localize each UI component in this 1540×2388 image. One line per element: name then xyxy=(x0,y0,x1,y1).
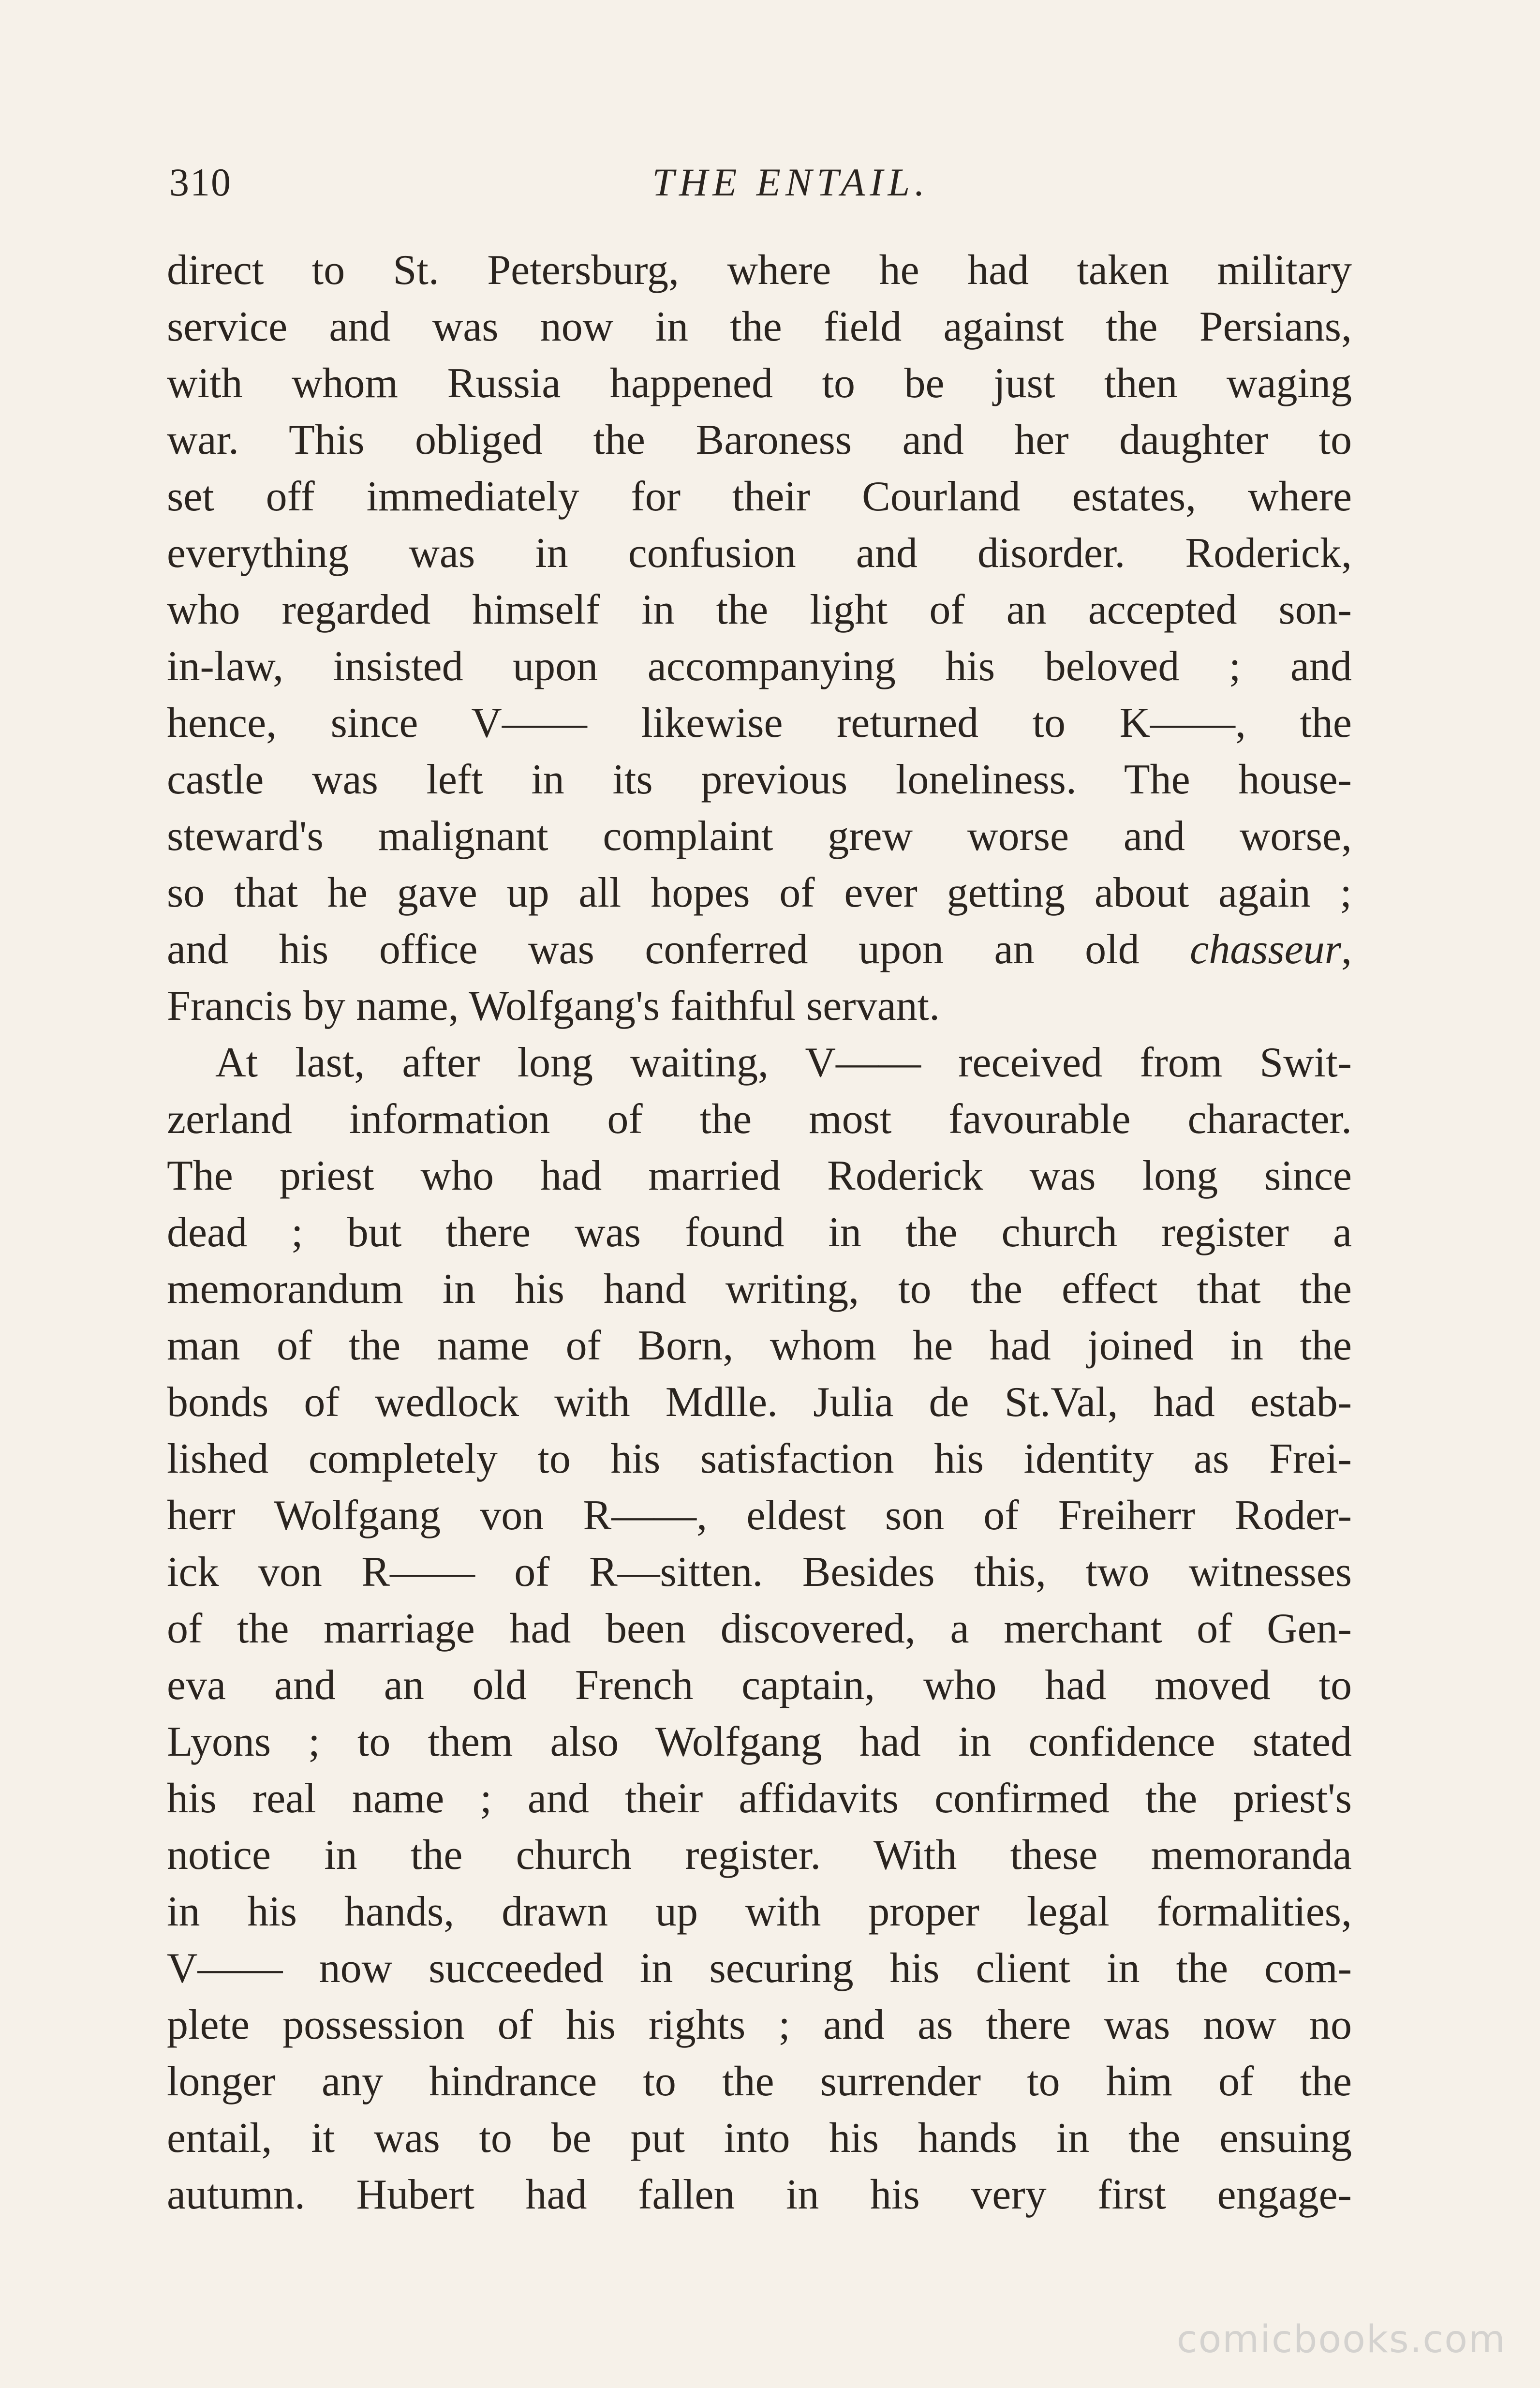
text-line: Francis by name, Wolfgang's faithful servant. xyxy=(167,983,940,1030)
text-line: so that he gave up all hopes of ever getting about again ; xyxy=(167,869,1352,916)
text-line: service and was now in the field against the Persians, xyxy=(167,303,1352,350)
text-line: dead ; but there was found in the church register a xyxy=(167,1209,1352,1256)
text-line: everything was in confusion and disorder. Roderick, xyxy=(167,530,1352,577)
text-line: lished completely to his satisfaction his identity as Frei- xyxy=(167,1435,1352,1482)
running-title: THE ENTAIL. xyxy=(652,160,930,204)
text-line: bonds of wedlock with Mdlle. Julia de St.Val, had estab- xyxy=(167,1379,1352,1426)
text-line: in-law, insisted upon accompanying his beloved ; and xyxy=(167,643,1352,690)
watermark: comicbooks.com xyxy=(1176,2318,1506,2361)
text-line: autumn. Hubert had fallen in his very first engage- xyxy=(167,2171,1352,2218)
text-segment: and his office was conferred upon an old xyxy=(167,926,1190,973)
text-line: entail, it was to be put into his hands in the ensuing xyxy=(167,2115,1352,2162)
text-line: man of the name of Born, whom he had joined in the xyxy=(167,1322,1352,1369)
text-line: ick von R—— of R—sitten. Besides this, two witnesses xyxy=(167,1549,1352,1596)
text-line-italic-word xyxy=(167,921,1352,978)
text-line: hence, since V—— likewise returned to K——, the xyxy=(167,700,1352,746)
text-line: V—— now succeeded in securing his client in the com- xyxy=(167,1945,1352,1992)
text-line-paragraph-start: At last, after long waiting, V—— received from Swit- xyxy=(215,1039,1352,1086)
text-line: with whom Russia happened to be just then waging xyxy=(167,360,1352,407)
text-line: herr Wolfgang von R——, eldest son of Freiherr Roder- xyxy=(167,1492,1352,1539)
body-text xyxy=(167,242,1352,2225)
text-line: his real name ; and their affidavits confirmed the priest's xyxy=(167,1775,1352,1822)
text-line: of the marriage had been discovered, a merchant of Gen- xyxy=(167,1605,1352,1652)
text-line: war. This obliged the Baroness and her daughter to xyxy=(167,417,1352,463)
text-line: plete possession of his rights ; and as there was now no xyxy=(167,2001,1352,2048)
text-segment: , xyxy=(1341,926,1352,973)
text-line: longer any hindrance to the surrender to him of the xyxy=(167,2058,1352,2105)
text-line: set off immediately for their Courland estates, where xyxy=(167,473,1352,520)
text-line: Lyons ; to them also Wolfgang had in confidence stated xyxy=(167,1718,1352,1765)
text-line: eva and an old French captain, who had moved to xyxy=(167,1662,1352,1709)
page-header xyxy=(164,160,1359,218)
text-line: who regarded himself in the light of an accepted son- xyxy=(167,586,1352,633)
text-line: in his hands, drawn up with proper legal formalities, xyxy=(167,1888,1352,1935)
text-line: notice in the church register. With these memoranda xyxy=(167,1832,1352,1879)
text-line: direct to St. Petersburg, where he had taken military xyxy=(167,247,1352,294)
italic-word: chasseur xyxy=(1190,926,1341,973)
text-line: The priest who had married Roderick was long since xyxy=(167,1152,1352,1199)
text-line: memorandum in his hand writing, to the effect that the xyxy=(167,1266,1352,1313)
text-line: steward's malignant complaint grew worse and worse, xyxy=(167,813,1352,860)
page-number: 310 xyxy=(169,160,232,204)
text-line: castle was left in its previous loneliness. The house- xyxy=(167,756,1352,803)
text-line: zerland information of the most favourable character. xyxy=(167,1096,1352,1143)
